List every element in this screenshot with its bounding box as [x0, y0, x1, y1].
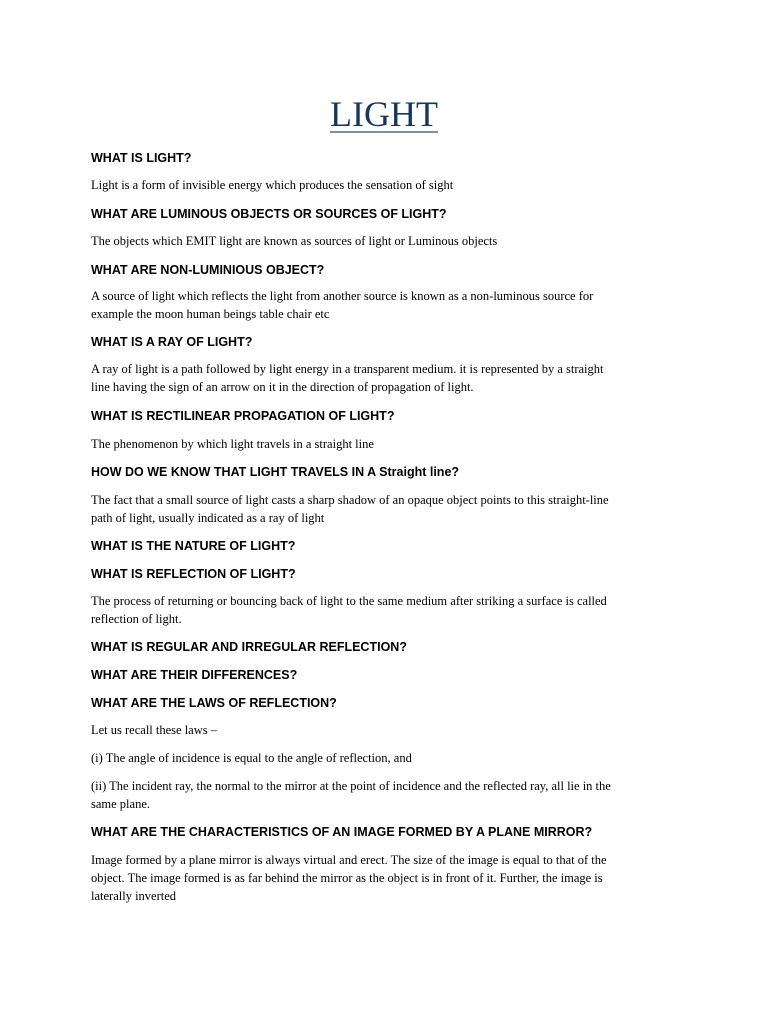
law-line: (ii) The incident ray, the normal to the mirror at the point of incidence and the reflected ray, all lie in the	[91, 779, 611, 793]
question-nature-of-light: WHAT IS THE NATURE OF LIGHT?	[91, 539, 296, 553]
answer-line: The process of returning or bouncing back of light to the same medium after striking a surface is called	[91, 594, 607, 608]
answer-line: A source of light which reflects the light from another source is known as a non-luminous source for	[91, 289, 594, 303]
answer-non-luminous-object	[91, 287, 671, 323]
question-luminous-objects: WHAT ARE LUMINOUS OBJECTS OR SOURCES OF LIGHT?	[91, 207, 447, 221]
question-reflection-of-light: WHAT IS REFLECTION OF LIGHT?	[91, 567, 296, 581]
answer-reflection-of-light	[91, 592, 671, 628]
answer-line: A ray of light is a path followed by light energy in a transparent medium. it is represented by a straight	[91, 362, 604, 376]
answer-line: The fact that a small source of light casts a sharp shadow of an opaque object points to this straight-line	[91, 493, 609, 507]
answer-plane-mirror-image	[91, 851, 671, 905]
answer-line: path of light, usually indicated as a ray of light	[91, 511, 325, 525]
answer-line: Let us recall these laws –	[91, 723, 217, 737]
answer-ray-of-light	[91, 360, 671, 396]
question-non-luminous-object: WHAT ARE NON-LUMINIOUS OBJECT?	[91, 263, 325, 277]
answer-what-is-light	[91, 176, 671, 194]
question-laws-of-reflection: WHAT ARE THE LAWS OF REFLECTION?	[91, 696, 337, 710]
question-regular-irregular-reflection: WHAT IS REGULAR AND IRREGULAR REFLECTION?	[91, 640, 407, 654]
law-line: same plane.	[91, 797, 151, 811]
law-line: (i) The angle of incidence is equal to the angle of reflection, and	[91, 751, 412, 765]
answer-laws-intro	[91, 721, 671, 739]
answer-line: line having the sign of an arrow on it in the direction of propagation of light.	[91, 380, 474, 394]
question-ray-of-light: WHAT IS A RAY OF LIGHT?	[91, 335, 253, 349]
answer-line: Image formed by a plane mirror is always virtual and erect. The size of the image is equal to that of the	[91, 853, 607, 867]
question-plane-mirror-image: WHAT ARE THE CHARACTERISTICS OF AN IMAGE FORMED BY A PLANE MIRROR?	[91, 825, 593, 839]
law-two	[91, 777, 671, 813]
answer-rectilinear-propagation	[91, 435, 671, 453]
answer-light-travels-straight	[91, 491, 671, 527]
answer-line: object. The image formed is as far behind the mirror as the object is in front of it. Further, the image is	[91, 871, 603, 885]
question-rectilinear-propagation: WHAT IS RECTILINEAR PROPAGATION OF LIGHT?	[91, 409, 395, 423]
law-one	[91, 749, 671, 767]
document-title: LIGHT	[330, 94, 438, 134]
answer-line: The phenomenon by which light travels in a straight line	[91, 437, 374, 451]
answer-line: laterally inverted	[91, 889, 177, 903]
answer-line: The objects which EMIT light are known as sources of light or Luminous objects	[91, 234, 498, 248]
answer-line: reflection of light.	[91, 612, 182, 626]
answer-line: Light is a form of invisible energy which produces the sensation of sight	[91, 178, 454, 192]
question-what-is-light: WHAT IS LIGHT?	[91, 151, 192, 165]
question-light-travels-straight: HOW DO WE KNOW THAT LIGHT TRAVELS IN A Straight line?	[91, 465, 460, 479]
answer-line: example the moon human beings table chair etc	[91, 307, 330, 321]
answer-luminous-objects	[91, 232, 671, 250]
question-their-differences: WHAT ARE THEIR DIFFERENCES?	[91, 668, 298, 682]
